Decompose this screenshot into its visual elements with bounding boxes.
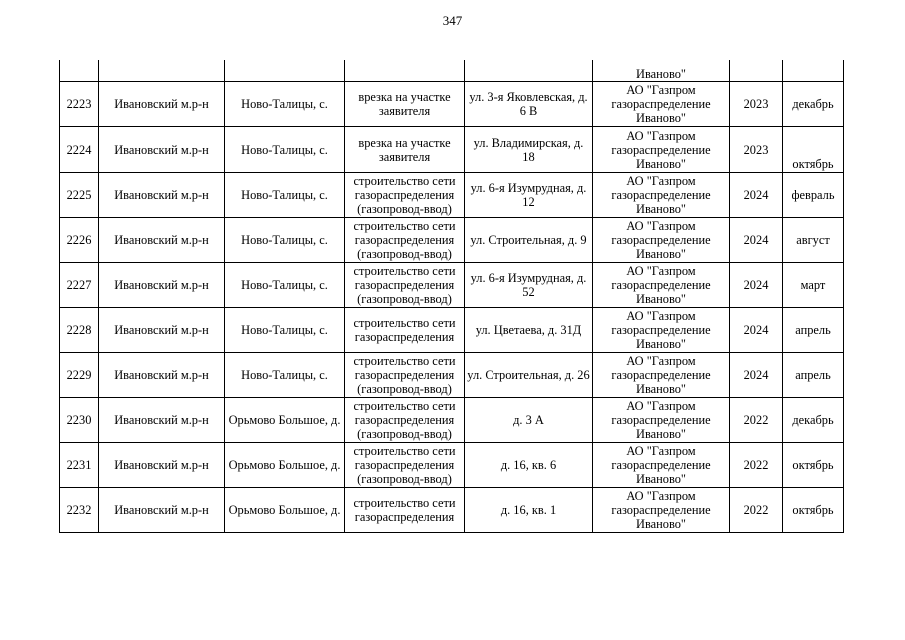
cell-num: 2224 [60, 127, 99, 173]
cell-address: ул. Владимирская, д. 18 [465, 127, 593, 173]
page-number: 347 [442, 13, 463, 28]
cell-num: 2232 [60, 488, 99, 533]
table-row [60, 353, 844, 398]
cell-district: Ивановский м.р-н [99, 218, 225, 263]
cell-work: строительство сети газораспределения (газопровод-ввод) [345, 398, 465, 443]
cell-work: строительство сети газораспределения [345, 308, 465, 353]
cell-month: октябрь [783, 443, 844, 488]
cell-year: 2022 [730, 443, 783, 488]
table-row [60, 82, 844, 127]
cell-year: 2024 [730, 218, 783, 263]
cell-district: Ивановский м.р-н [99, 263, 225, 308]
gasification-table [59, 60, 844, 533]
table-row [60, 263, 844, 308]
cell-address: ул. Цветаева, д. 31Д [465, 308, 593, 353]
cell-num: 2231 [60, 443, 99, 488]
cell-address: ул. Строительная, д. 9 [465, 218, 593, 263]
cell-month [783, 60, 844, 82]
cell-organization: АО "Газпром газораспределение Иваново" [593, 443, 730, 488]
cell-month: август [783, 218, 844, 263]
cell-year: 2024 [730, 353, 783, 398]
cell-district: Ивановский м.р-н [99, 488, 225, 533]
cell-work: строительство сети газораспределения (газопровод-ввод) [345, 353, 465, 398]
cell-num: 2230 [60, 398, 99, 443]
table-row [60, 173, 844, 218]
cell-settlement: Ново-Талицы, с. [225, 353, 345, 398]
table-row [60, 218, 844, 263]
cell-year: 2022 [730, 398, 783, 443]
cell-month: февраль [783, 173, 844, 218]
cell-settlement: Ново-Талицы, с. [225, 263, 345, 308]
cell-num: 2229 [60, 353, 99, 398]
cell-month: март [783, 263, 844, 308]
cell-organization: АО "Газпром газораспределение Иваново" [593, 127, 730, 173]
cell-num: 2227 [60, 263, 99, 308]
cell-settlement: Ново-Талицы, с. [225, 308, 345, 353]
cell-address: ул. 6-я Изумрудная, д. 12 [465, 173, 593, 218]
table-row [60, 127, 844, 173]
cell-organization: АО "Газпром газораспределение Иваново" [593, 353, 730, 398]
cell-address: ул. 3-я Яковлевская, д. 6 В [465, 82, 593, 127]
cell-work: строительство сети газораспределения [345, 488, 465, 533]
cell-num: 2226 [60, 218, 99, 263]
cell-month: декабрь [783, 82, 844, 127]
cell-district: Ивановский м.р-н [99, 308, 225, 353]
cell-address: д. 16, кв. 1 [465, 488, 593, 533]
cell-organization: АО "Газпром газораспределение Иваново" [593, 263, 730, 308]
cell-organization: АО "Газпром газораспределение Иваново" [593, 82, 730, 127]
cell-year [730, 60, 783, 82]
cell-num [60, 60, 99, 82]
cell-organization: АО "Газпром газораспределение Иваново" [593, 218, 730, 263]
cell-settlement: Орьмово Большое, д. [225, 488, 345, 533]
cell-address: д. 16, кв. 6 [465, 443, 593, 488]
cell-year: 2023 [730, 82, 783, 127]
cell-month: апрель [783, 308, 844, 353]
table-row [60, 488, 844, 533]
cell-year: 2024 [730, 173, 783, 218]
cell-address [465, 60, 593, 82]
cell-num: 2228 [60, 308, 99, 353]
cell-district: Ивановский м.р-н [99, 443, 225, 488]
continuation-row [60, 60, 844, 82]
cell-month: октябрь [783, 488, 844, 533]
table-row [60, 308, 844, 353]
cell-month: декабрь [783, 398, 844, 443]
table-row [60, 398, 844, 443]
table-row [60, 443, 844, 488]
cell-district [99, 60, 225, 82]
cell-settlement: Ново-Талицы, с. [225, 82, 345, 127]
cell-month: октябрь [783, 127, 844, 173]
cell-organization: АО "Газпром газораспределение Иваново" [593, 173, 730, 218]
cell-district: Ивановский м.р-н [99, 173, 225, 218]
cell-organization: АО "Газпром газораспределение Иваново" [593, 398, 730, 443]
cell-work: строительство сети газораспределения (газопровод-ввод) [345, 443, 465, 488]
cell-work: строительство сети газораспределения (газопровод-ввод) [345, 218, 465, 263]
cell-month: апрель [783, 353, 844, 398]
cell-year: 2023 [730, 127, 783, 173]
cell-settlement: Ново-Талицы, с. [225, 173, 345, 218]
cell-work: строительство сети газораспределения (газопровод-ввод) [345, 173, 465, 218]
cell-district: Ивановский м.р-н [99, 127, 225, 173]
cell-work: строительство сети газораспределения (газопровод-ввод) [345, 263, 465, 308]
cell-address: ул. Строительная, д. 26 [465, 353, 593, 398]
cell-district: Ивановский м.р-н [99, 82, 225, 127]
cell-settlement: Ново-Талицы, с. [225, 127, 345, 173]
cell-year: 2024 [730, 308, 783, 353]
cell-settlement: Ново-Талицы, с. [225, 218, 345, 263]
cell-settlement: Орьмово Большое, д. [225, 443, 345, 488]
cell-work: врезка на участке заявителя [345, 82, 465, 127]
cell-address: д. 3 А [465, 398, 593, 443]
cell-settlement: Орьмово Большое, д. [225, 398, 345, 443]
cell-year: 2024 [730, 263, 783, 308]
cell-district: Ивановский м.р-н [99, 398, 225, 443]
cell-organization: Иваново" [593, 60, 730, 82]
cell-organization: АО "Газпром газораспределение Иваново" [593, 488, 730, 533]
cell-num: 2223 [60, 82, 99, 127]
cell-work: врезка на участке заявителя [345, 127, 465, 173]
cell-settlement [225, 60, 345, 82]
cell-district: Ивановский м.р-н [99, 353, 225, 398]
cell-year: 2022 [730, 488, 783, 533]
cell-organization: АО "Газпром газораспределение Иваново" [593, 308, 730, 353]
cell-address: ул. 6-я Изумрудная, д. 52 [465, 263, 593, 308]
cell-work [345, 60, 465, 82]
cell-num: 2225 [60, 173, 99, 218]
